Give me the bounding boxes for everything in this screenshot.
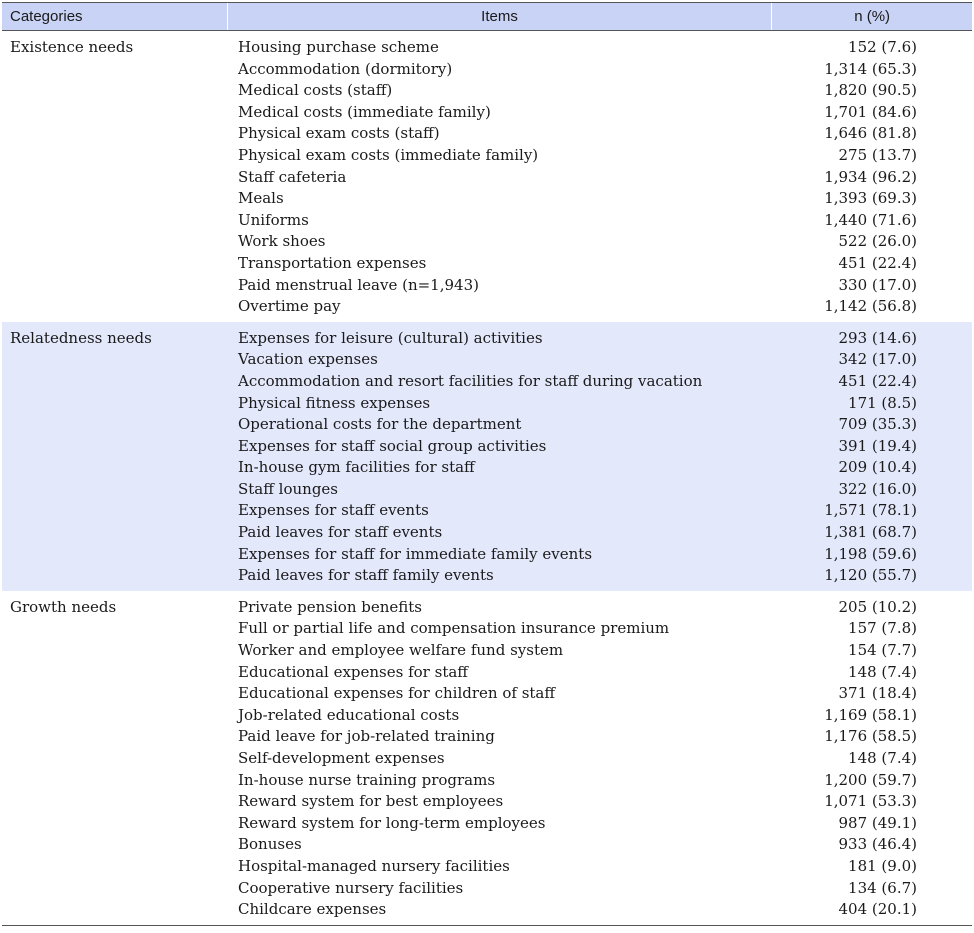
n-percent-cell: 152 (7.6) [848,38,917,56]
table-row [228,597,972,619]
table-row [228,791,972,813]
item-cell: Educational expenses for staff [238,662,468,681]
item-cell: Cooperative nursery facilities [238,878,464,897]
n-percent-cell: 154 (7.7) [848,641,917,660]
n-percent-cell: 171 (8.5) [848,393,917,412]
item-cell: Meals [238,189,284,208]
table-row [228,726,972,748]
item-cell: Physical exam costs (staff) [238,124,440,143]
n-percent-cell: 134 (6.7) [848,878,917,897]
item-cell: Private pension benefits [238,597,422,616]
table-row [228,683,972,705]
n-percent-cell: 275 (13.7) [838,145,917,164]
n-percent-cell: 148 (7.4) [848,662,917,681]
item-cell: Operational costs for the department [238,415,522,434]
table-row [228,393,972,415]
table-row [228,618,972,640]
n-percent-cell: 1,169 (58.1) [824,705,917,724]
n-percent-cell: 451 (22.4) [838,371,917,390]
n-percent-cell: 148 (7.4) [848,749,917,767]
item-cell: Paid menstrual leave (n=1,943) [238,275,479,294]
n-percent-cell: 933 (46.4) [838,835,917,854]
header-items: Items [228,3,772,30]
n-percent-cell: 1,198 (59.6) [824,544,917,563]
item-cell: Full or partial life and compensation insurance premium [238,619,670,638]
n-percent-cell: 1,120 (55.7) [824,566,917,585]
n-percent-cell: 1,071 (53.3) [824,792,917,811]
header-categories: Categories [2,3,228,30]
category-group [2,591,972,925]
table-row [228,145,972,167]
category-label: Relatedness needs [10,328,152,347]
item-cell: Transportation expenses [238,253,427,272]
table-row [228,296,972,318]
item-cell: Paid leaves for staff family events [238,566,494,585]
item-cell: Reward system for best employees [238,792,504,811]
item-cell: Staff cafeteria [238,167,347,186]
category-group [2,31,972,322]
table-row [228,565,972,587]
table-row [228,878,972,900]
n-percent-cell: 1,381 (68.7) [824,523,917,542]
category-label: Growth needs [10,597,117,616]
n-percent-cell: 342 (17.0) [838,350,917,369]
n-percent-cell: 1,440 (71.6) [824,210,917,229]
table-row [228,457,972,479]
table-row [228,522,972,544]
n-percent-cell: 1,314 (65.3) [824,59,917,78]
table-row [228,102,972,124]
item-cell: Expenses for staff social group activities [238,436,547,455]
table-row [228,253,972,275]
n-percent-cell: 1,646 (81.8) [824,124,917,143]
item-cell: Accommodation and resort facilities for staff during vacation [238,371,703,390]
table-row [228,544,972,566]
item-cell: Childcare expenses [238,900,387,919]
item-cell: In-house nurse training programs [238,770,496,789]
table-row [228,123,972,145]
n-percent-cell: 451 (22.4) [838,253,917,272]
welfare-table [2,2,972,926]
table-row [228,899,972,921]
n-percent-cell: 1,200 (59.7) [824,770,917,789]
item-cell: Housing purchase scheme [238,38,439,56]
table-row [228,770,972,792]
item-cell: Bonuses [238,835,302,854]
table-row [228,349,972,371]
table-row [228,705,972,727]
n-percent-cell: 404 (20.1) [838,900,917,919]
n-percent-cell: 1,393 (69.3) [824,189,917,208]
header-n-percent: n (%) [854,8,891,25]
n-percent-cell: 371 (18.4) [838,684,917,703]
table-row [228,37,972,59]
item-cell: Overtime pay [238,297,341,316]
n-percent-cell: 1,934 (96.2) [824,167,917,186]
item-cell: In-house gym facilities for staff [238,458,475,477]
table-row [228,813,972,835]
category-group [2,322,972,591]
n-percent-cell: 1,820 (90.5) [824,81,917,100]
item-cell: Physical exam costs (immediate family) [238,145,539,164]
n-percent-cell: 1,176 (58.5) [824,727,917,746]
item-cell: Staff lounges [238,479,338,498]
n-percent-cell: 1,571 (78.1) [824,501,917,520]
item-cell: Physical fitness expenses [238,393,431,412]
table-body [2,31,972,926]
item-cell: Vacation expenses [238,350,378,369]
n-percent-cell: 522 (26.0) [838,232,917,251]
table-row [228,328,972,350]
category-label: Existence needs [10,38,134,56]
n-percent-cell: 322 (16.0) [838,479,917,498]
table-row [228,167,972,189]
table-row [228,414,972,436]
n-percent-cell: 330 (17.0) [838,275,917,294]
table-header [2,2,972,31]
table-row [228,748,972,770]
item-cell: Medical costs (immediate family) [238,102,491,121]
table-row [228,834,972,856]
table-row [228,188,972,210]
table-row [228,371,972,393]
table-row [228,640,972,662]
table-row [228,275,972,297]
table-row [228,210,972,232]
table-row [228,662,972,684]
item-cell: Expenses for staff events [238,501,429,520]
item-cell: Self-development expenses [238,749,445,767]
n-percent-cell: 205 (10.2) [838,597,917,616]
n-percent-cell: 1,142 (56.8) [824,297,917,316]
n-percent-cell: 1,701 (84.6) [824,102,917,121]
n-percent-cell: 157 (7.8) [848,619,917,638]
table-row [228,479,972,501]
item-cell: Expenses for staff for immediate family events [238,544,593,563]
n-percent-cell: 987 (49.1) [838,813,917,832]
table-row [228,59,972,81]
item-cell: Uniforms [238,210,309,229]
item-cell: Paid leaves for staff events [238,523,443,542]
item-cell: Accommodation (dormitory) [238,59,453,78]
table-row [228,500,972,522]
item-cell: Educational expenses for children of staff [238,684,556,703]
table-row [228,231,972,253]
item-cell: Medical costs (staff) [238,81,393,100]
n-percent-cell: 709 (35.3) [838,415,917,434]
item-cell: Job-related educational costs [238,705,460,724]
item-cell: Work shoes [238,232,326,251]
item-cell: Reward system for long-term employees [238,813,546,832]
table-row [228,436,972,458]
item-cell: Hospital-managed nursery facilities [238,856,510,875]
n-percent-cell: 181 (9.0) [848,856,917,875]
table-row [228,856,972,878]
item-cell: Paid leave for job-related training [238,727,495,746]
item-cell: Expenses for leisure (cultural) activities [238,328,543,347]
table-row [228,80,972,102]
n-percent-cell: 293 (14.6) [838,328,917,347]
n-percent-cell: 391 (19.4) [838,436,917,455]
n-percent-cell: 209 (10.4) [838,458,917,477]
item-cell: Worker and employee welfare fund system [238,641,564,660]
